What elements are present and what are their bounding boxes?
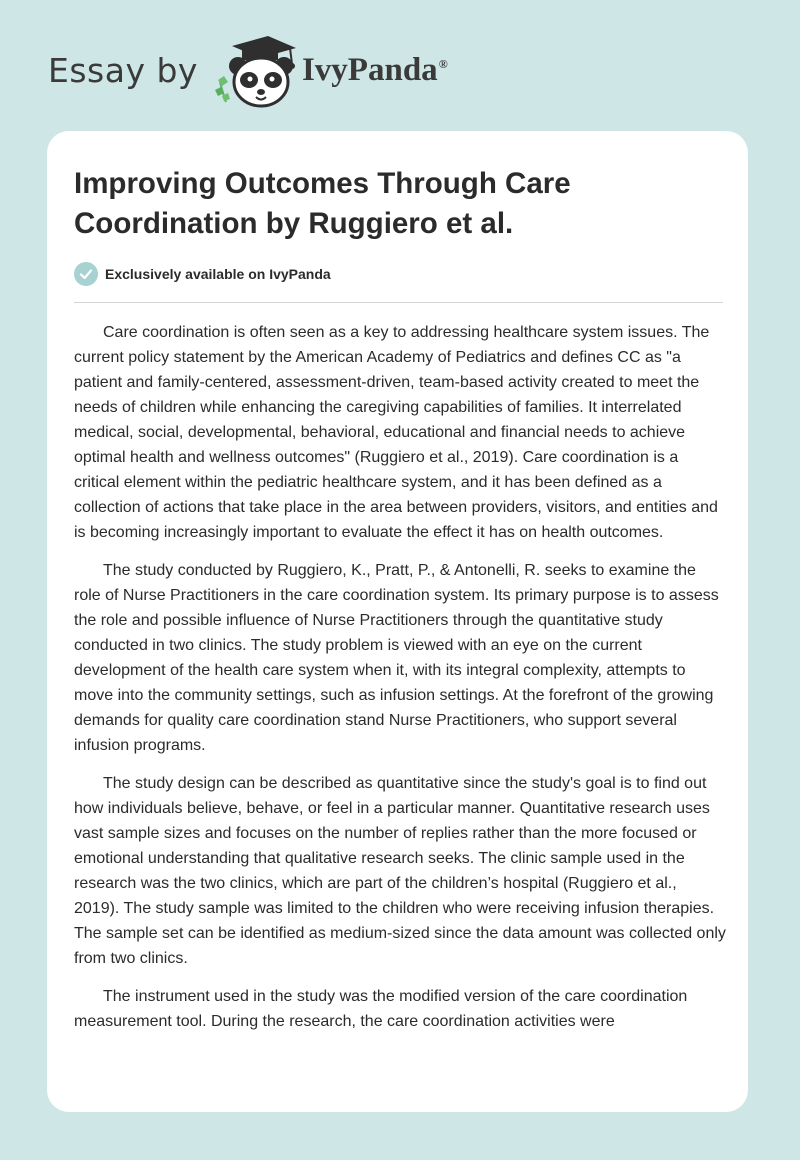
paragraph: The study conducted by Ruggiero, K., Pratt, P., & Antonelli, R. seeks to examine the role of Nurse Practitioners in the care coordination system. Its primary purpose is to assess the role and possible influence of Nurse Practitioners through the quantitative study conducted in two clinics. The study problem is viewed with an eye on the current development of the health care system when it, with its integral complexity, attempts to move into the community settings, such as infusion settings. At the forefront of the growing demands for quality care coordination stand Nurse Practitioners, who support several infusion programs. <box>74 562 719 754</box>
page-title: Improving Outcomes Through Care Coordination by Ruggiero et al. <box>74 167 571 240</box>
brand-name[interactable]: IvyPanda® <box>301 51 448 88</box>
paragraph: The instrument used in the study was the modified version of the care coordination measurement tool. During the research, the care coordination activities were <box>74 988 688 1030</box>
panda-graduate-logo-icon[interactable] <box>212 30 296 110</box>
checkmark-icon <box>74 262 98 286</box>
essay-by-label: Essay by <box>48 50 198 90</box>
paragraph: The study design can be described as quantitative since the study's goal is to find out how individuals believe, behave, or feel in a particular manner. Quantitative research uses vast sample sizes and focuses on the number of replies rather than the more focused or emotional understanding that qualitative research seeks. The clinic sample used in the research was the two clinics, which are part of the children’s hospital (Ruggiero et al., 2019). The study sample was limited to the children who were receiving infusion therapies. The sample set can be identified as medium-sized since the data amount was collected only from two clinics. <box>74 775 726 967</box>
paragraph: Care coordination is often seen as a key to addressing healthcare system issues. The current policy statement by the American Academy of Pediatrics and defines CC as "a patient and family-centered, assessment-driven, team-based activity created to meet the needs of children while enhancing the caregiving capabilities of families. It interrelated medical, social, developmental, behavioral, educational and financial needs to achieve optimal health and wellness outcomes" (Ruggiero et al., 2019). Care coordination is a critical element within the pediatric healthcare system, and it has been defined as a collection of actions that take place in the area between providers, visitors, and entities and is becoming increasingly important to evaluate the effect it has on health outcomes. <box>74 324 718 541</box>
registered-mark: ® <box>438 56 448 71</box>
essay-card <box>47 131 748 1112</box>
divider <box>74 302 723 303</box>
essay-body <box>74 320 726 1047</box>
site-header <box>48 30 448 110</box>
exclusive-badge <box>74 262 331 286</box>
badge-label: Exclusively available on IvyPanda <box>105 266 331 282</box>
